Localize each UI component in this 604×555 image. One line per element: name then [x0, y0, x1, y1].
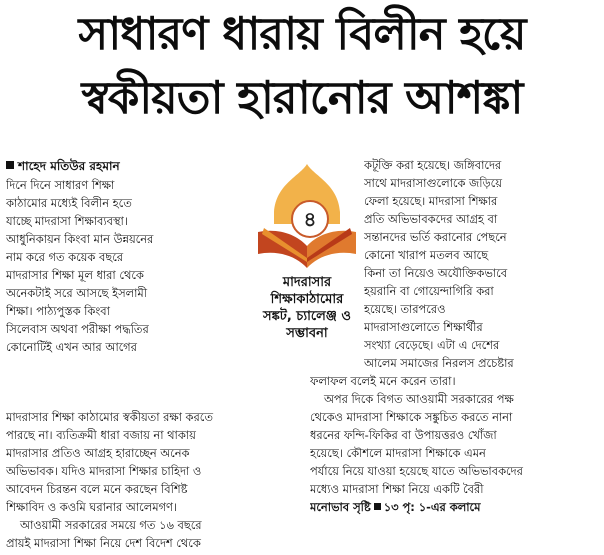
text-line: পারছে না। ব্যতিক্রমী ধারা বজায় না থাকায় — [6, 428, 196, 442]
text-line: আধুনিকায়ন কিংবা মান উন্নয়নের — [6, 232, 154, 246]
byline — [6, 158, 206, 178]
text-line: হয়েছে। কৌশলে মাদরাসা শিক্ষাকে এমন — [310, 446, 486, 460]
right-column — [364, 156, 598, 372]
continuation-line — [310, 498, 600, 516]
text-line: মনোভাব সৃষ্টি — [310, 500, 371, 514]
text-line: মাদরাসাগুলোতে শিক্ষার্থীর — [364, 320, 483, 334]
text-line: ফলাফল বলেই মনে করেন তারা। — [310, 374, 456, 388]
text-line: পর্যায়ে নিয়ে যাওয়া হয়েছে যাতে অভিভাবকদের — [310, 464, 523, 478]
text-line: ধরনের ফন্দি-ফিকির বা উপায়ত্তরও খোঁজা — [310, 428, 497, 442]
caption-line: মাদরাসার — [282, 275, 332, 290]
part-number: ৪ — [291, 200, 329, 238]
text-line: প্রায়ই মাদরাসা শিক্ষা নিয়ে দেশ বিদেশ থেকে — [6, 536, 201, 550]
series-caption — [254, 274, 360, 342]
text-line: আলেম সমাজের নিরলস প্রচেষ্টার — [364, 356, 514, 370]
text-line: মাদরাসার শিক্ষা মূল ধারা থেকে — [6, 268, 144, 282]
text-line: অপর দিকে বিগত আওয়ামী সরকারের পক্ষ — [324, 392, 514, 406]
text-line: কোনো খারাপ মতলব আছে — [364, 248, 488, 262]
text-line: সন্তানদের ভর্তি করানোর পেছনে — [364, 230, 507, 244]
text-line: নাম করে গত কয়েক বছরে — [6, 250, 124, 264]
byline-author: শাহেদ মতিউর রহমান — [18, 159, 120, 173]
left-column — [6, 176, 252, 356]
headline-line-1: সাধারণ ধারায় বিলীন হয়ে — [78, 7, 526, 60]
text-line: সংখ্যা বেড়েছে। এটা এ দেশের — [364, 338, 500, 352]
text-line: আওয়ামী সরকারের সময়ে গত ১৬ বছরে — [20, 518, 202, 532]
continuation-note: ১৩ পৃ: ১-এর কলামে — [383, 500, 481, 514]
text-line: অনেকটাই সরে আসছে ইসলামী — [6, 286, 147, 300]
text-line: কাঠামোর মধ্যেই বিলীন হতে — [6, 196, 132, 210]
text-line: সাথে মাদরাসাগুলোকে জড়িয়ে — [364, 176, 502, 190]
text-line: মধ্যেও মাদরাসা শিক্ষা নিয়ে একটি বৈরী — [310, 482, 484, 496]
text-line: সিলেবাস অথবা পরীক্ষা পদ্ধতির — [6, 322, 149, 336]
book-left-page — [258, 231, 307, 268]
caption-line: সঙ্কট, চ্যালেঞ্জ ও — [263, 309, 351, 324]
text-line: মাদরাসার শিক্ষা কাঠামোর স্বকীয়তা রক্ষা করতে — [6, 410, 213, 424]
caption-line: সম্ভাবনা — [286, 326, 328, 341]
text-line: অভিভাবক। যদিও মাদরাসা শিক্ষার চাহিদা ও — [6, 464, 202, 478]
text-line: শিক্ষা। পাঠ্যপুস্তক কিংবা — [6, 304, 110, 318]
text-line: শিক্ষাবিদ ও কওমি ঘরানার আলেমগণ। — [6, 500, 177, 514]
text-line: হয়েছে। তারপরেও — [364, 302, 446, 316]
bottom-left-column — [6, 408, 306, 552]
text-line: কোনোটিই এখন আর আগের — [6, 340, 137, 354]
text-line: দিনে দিনে সাধারণ শিক্ষা — [6, 178, 115, 192]
headline-line-2: স্বকীয়তা হারানোর আশঙ্কা — [81, 71, 523, 124]
caption-line: শিক্ষাকাঠামোর — [270, 292, 344, 307]
bullet-square-icon — [374, 503, 381, 510]
text-line: কটূক্তি করা হয়েছে। জঙ্গিবাদের — [364, 158, 502, 172]
series-graphic — [254, 162, 360, 372]
text-line: মাদরাসার প্রতিও আগ্রহ হারাচ্ছেন অনেক — [6, 446, 190, 460]
text-line: যাচ্ছে মাদরাসা শিক্ষাব্যবস্থা। — [6, 214, 128, 228]
bullet-square-icon — [6, 161, 14, 169]
text-line: কিনা তা নিয়েও অযৌক্তিকভাবে — [364, 266, 508, 280]
text-line: আবেদন চিরন্তন বলে মনে করছেন বিশিষ্ট — [6, 482, 188, 496]
bottom-right-column — [310, 372, 600, 516]
text-line: হয়রানি বা গোয়েন্দাগিরি করা — [364, 284, 494, 298]
text-line: ফেলা হয়েছে। মাদরাসা শিক্ষার — [364, 194, 498, 208]
text-line: থেকেও মাদরাসা শিক্ষাকে সঙ্কুচিত করতে নানা — [310, 410, 513, 424]
text-line: প্রতি অভিভাবকদের আগ্রহ বা — [364, 212, 498, 226]
